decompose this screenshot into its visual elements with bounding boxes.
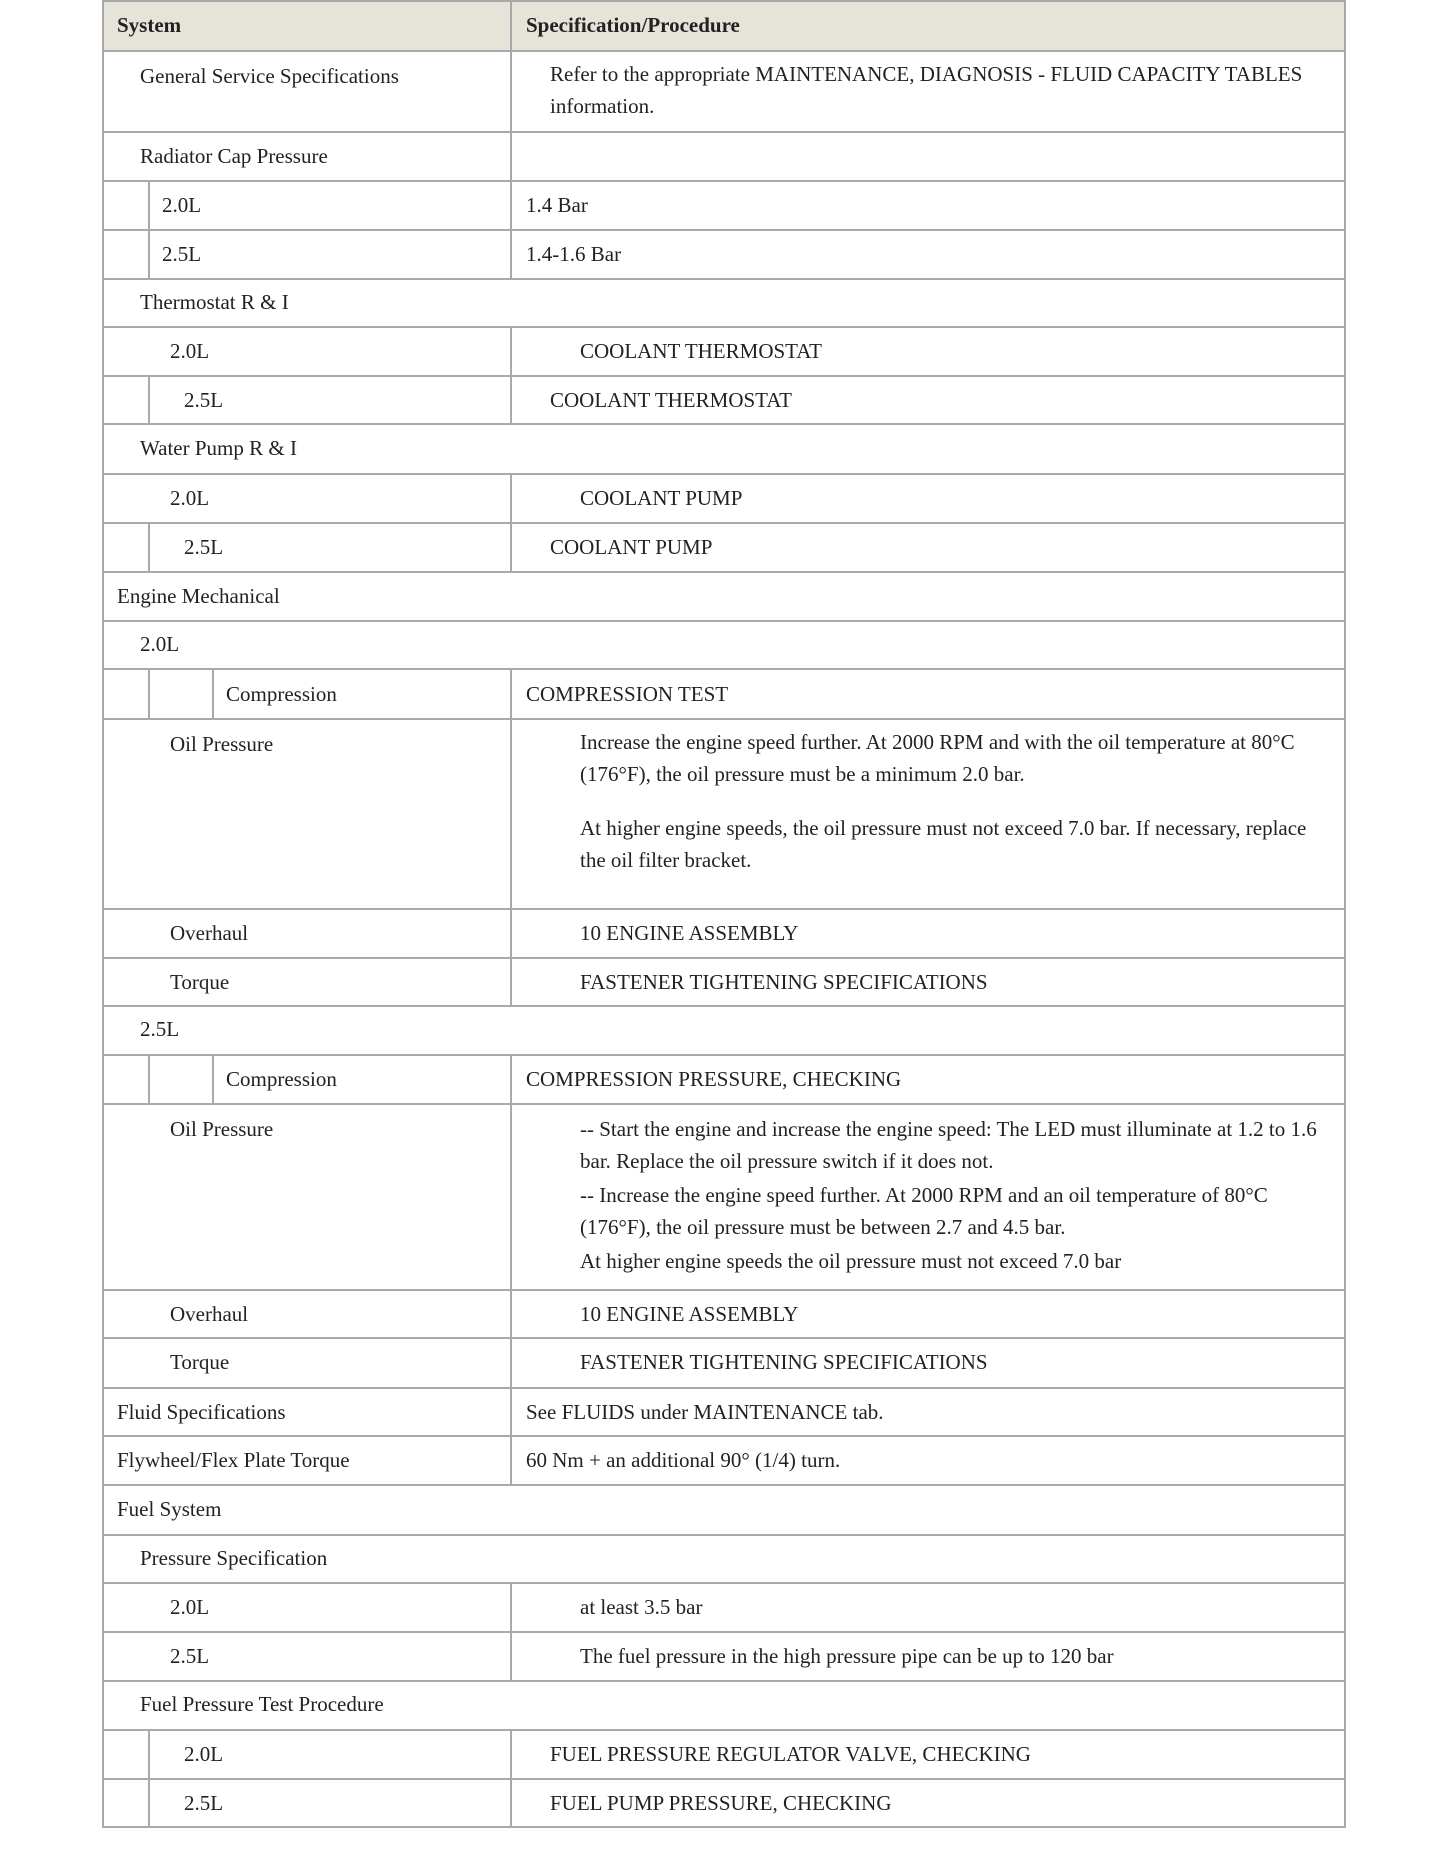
- spec-cell: [510, 1729, 1346, 1780]
- section-label: Engine Mechanical: [117, 584, 280, 608]
- table-row: [102, 908, 1346, 959]
- table-row: [102, 1435, 1346, 1486]
- table-row: [102, 473, 1346, 524]
- spec-cell: [510, 1337, 1346, 1389]
- system-label: 2.5L: [184, 1791, 224, 1815]
- system-label: Flywheel/Flex Plate Torque: [117, 1448, 350, 1472]
- spec-text: COOLANT PUMP: [580, 486, 743, 510]
- spec-line: -- Increase the engine speed further. At 2000 RPM and an oil temperature of 80°C: [580, 1183, 1268, 1207]
- spec-cell: [510, 50, 1346, 133]
- table-row: [102, 957, 1346, 1007]
- system-cell: [102, 1631, 512, 1682]
- section-row: [102, 1534, 1346, 1584]
- system-cell: [102, 1387, 512, 1437]
- system-label: 2.0L: [170, 339, 210, 363]
- system-label: Torque: [170, 970, 230, 994]
- section-row: [102, 1680, 1346, 1731]
- system-cell: [102, 375, 512, 425]
- system-cell: [102, 908, 512, 959]
- system-label: 2.0L: [162, 193, 202, 217]
- table-row: [102, 131, 1346, 182]
- indent-cell: [104, 524, 150, 571]
- indent-cell: [104, 231, 150, 278]
- spec-text: at least 3.5 bar: [580, 1595, 703, 1619]
- section-label: 2.5L: [140, 1017, 180, 1041]
- spec-text-2: At higher engine speeds, the oil pressure must not exceed 7.0 bar. If necessary, replace the oil filter bracket.: [580, 816, 1307, 872]
- system-label: Torque: [170, 1350, 230, 1374]
- section-label: Thermostat R & I: [140, 290, 289, 314]
- header-cell-system: [102, 0, 512, 52]
- table-row: [102, 1631, 1346, 1682]
- table-row: [102, 522, 1346, 573]
- header-spec: Specification/Procedure: [526, 13, 740, 37]
- system-label: 2.0L: [170, 1595, 210, 1619]
- indent-cell: [148, 670, 214, 718]
- system-label: 2.5L: [170, 1644, 210, 1668]
- system-cell: [102, 668, 512, 720]
- system-label: Oil Pressure: [170, 732, 274, 756]
- spec-text: Increase the engine speed further. At 2000 RPM and with the oil temperature at 80°C (176°F), the oil pressure must be a minimum 2.0 bar.: [580, 730, 1295, 786]
- system-cell: [102, 1582, 512, 1633]
- system-label: 2.5L: [184, 535, 224, 559]
- indent-cell: [104, 377, 150, 423]
- system-cell: [102, 718, 512, 910]
- section-row: [102, 1005, 1346, 1056]
- spec-cell: [510, 1054, 1346, 1105]
- system-cell: [102, 1337, 512, 1389]
- spec-cell: [510, 1289, 1346, 1339]
- spec-text: FUEL PUMP PRESSURE, CHECKING: [550, 1791, 892, 1815]
- system-cell: [102, 50, 512, 133]
- system-label: Compression: [226, 1067, 337, 1091]
- spec-text: 1.4 Bar: [526, 193, 588, 217]
- system-cell: [102, 1778, 512, 1828]
- system-cell: [102, 1289, 512, 1339]
- section-row: [102, 278, 1346, 328]
- indent-cell: [148, 1056, 214, 1103]
- spec-text: FUEL PRESSURE REGULATOR VALVE, CHECKING: [550, 1742, 1031, 1766]
- spec-cell: [510, 375, 1346, 425]
- table-row: [102, 1337, 1346, 1389]
- spec-text: The fuel pressure in the high pressure pipe can be up to 120 bar: [580, 1644, 1114, 1668]
- system-cell: [102, 473, 512, 524]
- spec-text: FASTENER TIGHTENING SPECIFICATIONS: [580, 1350, 988, 1374]
- system-cell: [102, 180, 512, 231]
- spec-text: COOLANT THERMOSTAT: [580, 339, 822, 363]
- system-cell: [102, 1103, 512, 1291]
- system-cell: [102, 1054, 512, 1105]
- spec-cell: [510, 326, 1346, 377]
- spec-text: See FLUIDS under MAINTENANCE tab.: [526, 1400, 884, 1424]
- system-cell: [102, 957, 512, 1007]
- table-row: [102, 718, 1346, 910]
- section-row: [102, 423, 1346, 475]
- system-label: General Service Specifications: [140, 64, 399, 88]
- table-row: [102, 1778, 1346, 1828]
- system-label: 2.0L: [170, 486, 210, 510]
- spec-cell: [510, 1778, 1346, 1828]
- system-label: Compression: [226, 682, 337, 706]
- spec-cell: [510, 180, 1346, 231]
- spec-text: 10 ENGINE ASSEMBLY: [580, 921, 799, 945]
- section-label: Water Pump R & I: [140, 436, 297, 460]
- spec-line: bar. Replace the oil pressure switch if it does not.: [580, 1149, 994, 1173]
- spec-cell: [510, 668, 1346, 720]
- system-label: 2.5L: [184, 388, 224, 412]
- table-row: [102, 375, 1346, 425]
- spec-cell: [510, 522, 1346, 573]
- indent-cell: [104, 1056, 150, 1103]
- spec-line: At higher engine speeds the oil pressure must not exceed 7.0 bar: [580, 1249, 1122, 1273]
- section-label: Fuel System: [117, 1497, 222, 1521]
- section-row: [102, 1484, 1346, 1536]
- spec-text: COMPRESSION TEST: [526, 682, 729, 706]
- indent-cell: [104, 1731, 150, 1778]
- spec-cell: [510, 1582, 1346, 1633]
- system-label: Overhaul: [170, 1302, 249, 1326]
- spec-text: FASTENER TIGHTENING SPECIFICATIONS: [580, 970, 988, 994]
- table-row: [102, 1289, 1346, 1339]
- table-row: [102, 1054, 1346, 1105]
- table-header-row: [102, 0, 1346, 52]
- table-row: [102, 1582, 1346, 1633]
- section-label: 2.0L: [140, 632, 180, 656]
- table-row: [102, 326, 1346, 377]
- spec-line: (176°F), the oil pressure must be between 2.7 and 4.5 bar.: [580, 1215, 1066, 1239]
- spec-cell: [510, 1631, 1346, 1682]
- spec-text: Refer to the appropriate MAINTENANCE, DIAGNOSIS - FLUID CAPACITY TABLES information.: [550, 62, 1303, 118]
- spec-text: 1.4-1.6 Bar: [526, 242, 622, 266]
- indent-cell: [104, 670, 150, 718]
- system-cell: [102, 1435, 512, 1486]
- section-row: [102, 620, 1346, 670]
- spec-text: COOLANT THERMOSTAT: [550, 388, 792, 412]
- table-row: [102, 50, 1346, 133]
- indent-cell: [104, 182, 150, 229]
- system-label: Fluid Specifications: [117, 1400, 286, 1424]
- spec-cell: [510, 718, 1346, 910]
- table-row: [102, 1387, 1346, 1437]
- system-label: Radiator Cap Pressure: [140, 144, 328, 168]
- section-row: [102, 571, 1346, 622]
- spec-cell: [510, 908, 1346, 959]
- system-label: 2.0L: [184, 1742, 224, 1766]
- system-cell: [102, 522, 512, 573]
- spec-cell: [510, 131, 1346, 182]
- spec-line: -- Start the engine and increase the engine speed: The LED must illuminate at 1.2 to 1.6: [580, 1117, 1317, 1141]
- system-cell: [102, 229, 512, 280]
- spec-text: 10 ENGINE ASSEMBLY: [580, 1302, 799, 1326]
- spec-cell: [510, 1103, 1346, 1291]
- system-cell: [102, 326, 512, 377]
- spec-cell: [510, 1387, 1346, 1437]
- system-label: Oil Pressure: [170, 1117, 274, 1141]
- spec-cell: [510, 473, 1346, 524]
- spec-cell: [510, 957, 1346, 1007]
- spec-text: COOLANT PUMP: [550, 535, 713, 559]
- table-row: [102, 229, 1346, 280]
- table-row: [102, 180, 1346, 231]
- section-label: Fuel Pressure Test Procedure: [140, 1692, 384, 1716]
- section-label: Pressure Specification: [140, 1546, 328, 1570]
- table-row: [102, 668, 1346, 720]
- header-system: System: [117, 13, 182, 37]
- table-row: [102, 1103, 1346, 1291]
- spec-cell: [510, 229, 1346, 280]
- indent-cell: [104, 1780, 150, 1826]
- system-cell: [102, 1729, 512, 1780]
- spec-text: COMPRESSION PRESSURE, CHECKING: [526, 1067, 902, 1091]
- system-label: Overhaul: [170, 921, 249, 945]
- system-cell: [102, 131, 512, 182]
- spec-text: 60 Nm + an additional 90° (1/4) turn.: [526, 1448, 841, 1472]
- system-label: 2.5L: [162, 242, 202, 266]
- spec-cell: [510, 1435, 1346, 1486]
- header-cell-spec: [510, 0, 1346, 52]
- table-row: [102, 1729, 1346, 1780]
